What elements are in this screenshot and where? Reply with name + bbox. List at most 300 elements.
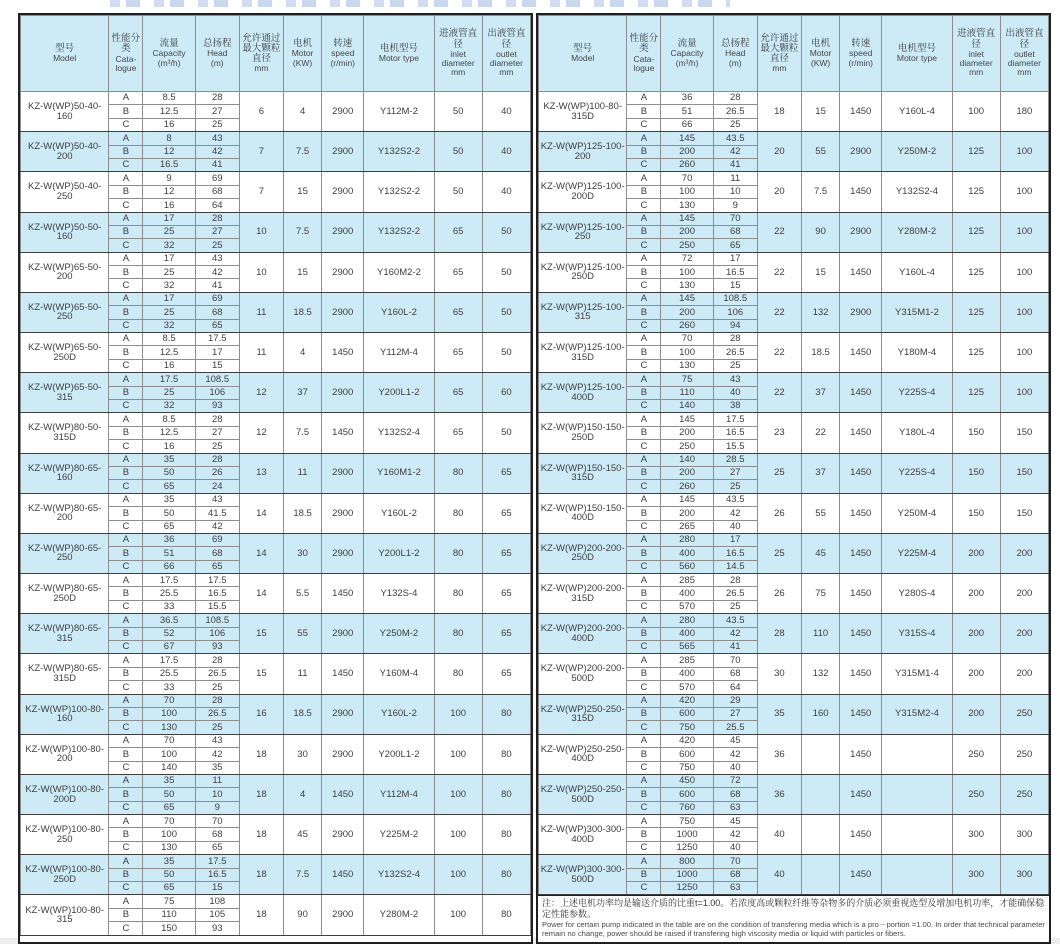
cell-speed: 2900: [322, 614, 364, 654]
cell-head: 9: [713, 199, 757, 212]
cell-capacity: 250: [661, 239, 713, 252]
cell-catalogue: C: [109, 199, 143, 212]
cell-inlet: 50: [434, 92, 482, 132]
cell-speed: 1450: [840, 734, 882, 774]
cell-outlet: 60: [482, 373, 530, 413]
cell-motor-type: Y160L-4: [882, 92, 952, 132]
cell-motor-type: Y132S-4: [364, 574, 434, 614]
footnote-chinese: 注：上述电机功率均是输送介质的比重t=1.00。若浓度高或颗粒纤维等杂物多的介质必须重视选型及增加电机功率，才能确保稳定性能参数。: [542, 898, 1045, 920]
cell-motor-type: Y200L1-2: [364, 734, 434, 774]
cell-particle: 25: [757, 453, 801, 493]
cell-speed: 2900: [322, 172, 364, 212]
cell-catalogue: B: [627, 627, 661, 640]
cell-inlet: 250: [952, 774, 1000, 814]
cell-catalogue: B: [627, 788, 661, 801]
cell-capacity: 25: [143, 386, 195, 399]
cell-model: KZ-W(WP)50-40-200: [21, 132, 109, 172]
cell-motor-power: 18.5: [802, 333, 840, 373]
cell-motor-power: 18.5: [284, 694, 322, 734]
cell-speed: 2900: [322, 92, 364, 132]
cell-capacity: 8.5: [143, 413, 195, 426]
col-header-outlet: 出液管直径 outlet diameter mm: [1000, 16, 1048, 92]
cell-motor-power: 7.5: [284, 413, 322, 453]
cell-catalogue: B: [627, 145, 661, 158]
cell-speed: 1450: [840, 92, 882, 132]
cell-head: 26.5: [713, 105, 757, 118]
cell-motor-power: 45: [284, 815, 322, 855]
cell-motor-type: Y315M1-4: [882, 654, 952, 694]
cell-model: KZ-W(WP)80-50-315D: [21, 413, 109, 453]
cell-head: 68: [713, 225, 757, 238]
cell-motor-power: 30: [284, 533, 322, 573]
cell-model: KZ-W(WP)50-40-250: [21, 172, 109, 212]
cell-outlet: 250: [1000, 774, 1048, 814]
cell-motor-type: Y132S2-2: [364, 172, 434, 212]
cell-outlet: 100: [1000, 212, 1048, 252]
cell-outlet: 40: [482, 132, 530, 172]
cell-motor-type: Y180M-4: [882, 333, 952, 373]
cell-model: KZ-W(WP)150-150-400D: [539, 493, 627, 533]
cell-capacity: 25: [143, 306, 195, 319]
cell-catalogue: C: [627, 118, 661, 131]
cell-catalogue: C: [109, 440, 143, 453]
cell-head: 14.5: [713, 560, 757, 573]
cell-catalogue: B: [109, 185, 143, 198]
cell-inlet: 65: [434, 252, 482, 292]
cell-model: KZ-W(WP)100-80-250D: [21, 855, 109, 895]
cell-catalogue: C: [109, 239, 143, 252]
cell-head: 70: [713, 212, 757, 225]
cell-capacity: 17.5: [143, 574, 195, 587]
cell-head: 70: [195, 815, 239, 828]
cell-catalogue: A: [109, 373, 143, 386]
cell-capacity: 100: [143, 748, 195, 761]
cell-head: 108.5: [195, 614, 239, 627]
cell-capacity: 400: [661, 587, 713, 600]
cell-speed: 2900: [322, 292, 364, 332]
cell-motor-type: Y132S2-2: [364, 212, 434, 252]
cell-head: 27: [713, 707, 757, 720]
cell-capacity: 50: [143, 868, 195, 881]
cell-motor-power: 110: [802, 614, 840, 654]
cropped-title-remnant: [110, 0, 730, 7]
cell-head: 65: [195, 841, 239, 854]
cell-motor-type: [882, 855, 952, 895]
cell-model: KZ-W(WP)100-80-200: [21, 734, 109, 774]
cell-model: KZ-W(WP)125-100-250D: [539, 252, 627, 292]
cell-particle: 11: [239, 292, 283, 332]
cell-capacity: 8: [143, 132, 195, 145]
cell-outlet: 65: [482, 493, 530, 533]
cell-capacity: 16: [143, 359, 195, 372]
cell-catalogue: A: [109, 815, 143, 828]
cell-catalogue: A: [109, 654, 143, 667]
cell-model: KZ-W(WP)250-250-315D: [539, 694, 627, 734]
cell-inlet: 50: [434, 132, 482, 172]
cell-head: 42: [713, 145, 757, 158]
cell-motor-type: Y250M-4: [882, 493, 952, 533]
cell-head: 17.5: [713, 413, 757, 426]
cell-speed: 1450: [840, 574, 882, 614]
cell-head: 24: [195, 480, 239, 493]
cell-model: KZ-W(WP)100-80-250: [21, 815, 109, 855]
cell-capacity: 400: [661, 667, 713, 680]
cell-motor-type: Y225S-4: [882, 453, 952, 493]
cell-catalogue: A: [109, 453, 143, 466]
cell-motor-power: 18.5: [284, 493, 322, 533]
cell-head: 26.5: [713, 587, 757, 600]
cell-motor-type: Y112M-4: [364, 333, 434, 373]
cell-motor-type: Y112M-2: [364, 92, 434, 132]
cell-particle: 7: [239, 172, 283, 212]
cell-capacity: 33: [143, 681, 195, 694]
cell-model: KZ-W(WP)125-100-315: [539, 292, 627, 332]
cell-head: 69: [195, 172, 239, 185]
cell-head: 17: [195, 346, 239, 359]
cell-head: 25: [195, 681, 239, 694]
cell-outlet: 50: [482, 413, 530, 453]
cell-head: 68: [713, 868, 757, 881]
cell-motor-type: Y160L-2: [364, 694, 434, 734]
cell-capacity: 36: [661, 92, 713, 105]
cell-particle: 30: [757, 654, 801, 694]
cell-model: KZ-W(WP)65-50-250D: [21, 333, 109, 373]
cell-head: 108.5: [713, 292, 757, 305]
cell-inlet: 250: [952, 734, 1000, 774]
cell-model: KZ-W(WP)80-65-315: [21, 614, 109, 654]
cell-motor-power: 37: [802, 453, 840, 493]
cell-motor-power: 55: [802, 132, 840, 172]
cell-motor-type: [882, 815, 952, 855]
col-header-head: 总扬程 Head (m): [195, 16, 239, 92]
cell-capacity: 66: [143, 560, 195, 573]
cell-capacity: 750: [661, 815, 713, 828]
cell-catalogue: A: [627, 252, 661, 265]
cell-model: KZ-W(WP)200-200-250D: [539, 533, 627, 573]
cell-capacity: 260: [661, 319, 713, 332]
cell-model: KZ-W(WP)250-250-400D: [539, 734, 627, 774]
cell-catalogue: A: [109, 292, 143, 305]
cell-capacity: 280: [661, 533, 713, 546]
cell-capacity: 750: [661, 721, 713, 734]
cell-catalogue: C: [627, 359, 661, 372]
cell-capacity: 250: [661, 440, 713, 453]
cell-head: 25: [713, 480, 757, 493]
cell-capacity: 140: [143, 761, 195, 774]
cell-catalogue: C: [627, 600, 661, 613]
cell-motor-power: 15: [802, 92, 840, 132]
cell-capacity: 100: [661, 346, 713, 359]
cell-catalogue: A: [109, 533, 143, 546]
cell-head: 27: [195, 225, 239, 238]
cell-capacity: 35: [143, 453, 195, 466]
cell-head: 27: [195, 426, 239, 439]
cell-capacity: 200: [661, 507, 713, 520]
cell-motor-type: Y160M-4: [364, 654, 434, 694]
cell-speed: 1450: [840, 774, 882, 814]
cell-head: 43: [195, 132, 239, 145]
cell-catalogue: A: [109, 734, 143, 747]
cell-speed: 1450: [840, 654, 882, 694]
cell-motor-type: Y132S2-4: [364, 413, 434, 453]
cell-catalogue: B: [627, 225, 661, 238]
cell-capacity: 420: [661, 694, 713, 707]
cell-head: 106: [195, 386, 239, 399]
cell-capacity: 1250: [661, 841, 713, 854]
cell-inlet: 100: [434, 815, 482, 855]
cell-outlet: 80: [482, 815, 530, 855]
cell-head: 42: [195, 266, 239, 279]
cell-head: 27: [195, 105, 239, 118]
cell-motor-type: Y315M2-4: [882, 694, 952, 734]
cell-capacity: 70: [143, 734, 195, 747]
cell-capacity: 1000: [661, 828, 713, 841]
cell-motor-type: Y280M-2: [364, 895, 434, 935]
cell-speed: 2900: [840, 292, 882, 332]
cell-head: 25: [713, 600, 757, 613]
cell-head: 42: [713, 828, 757, 841]
cell-speed: 2900: [322, 132, 364, 172]
cell-speed: 2900: [322, 895, 364, 935]
cell-capacity: 70: [661, 333, 713, 346]
cell-speed: 1450: [840, 172, 882, 212]
cell-head: 105: [195, 908, 239, 921]
cell-head: 42: [713, 627, 757, 640]
cell-catalogue: B: [109, 748, 143, 761]
cell-capacity: 130: [661, 359, 713, 372]
cell-catalogue: A: [109, 172, 143, 185]
cell-capacity: 8.5: [143, 333, 195, 346]
cell-capacity: 145: [661, 212, 713, 225]
cell-speed: 2900: [322, 493, 364, 533]
cell-capacity: 400: [661, 547, 713, 560]
cell-motor-type: Y280M-2: [882, 212, 952, 252]
cell-speed: 1450: [322, 413, 364, 453]
cell-capacity: 600: [661, 748, 713, 761]
cell-capacity: 130: [143, 841, 195, 854]
cell-head: 65: [195, 560, 239, 573]
cell-head: 68: [195, 547, 239, 560]
cell-motor-power: 132: [802, 654, 840, 694]
cell-catalogue: B: [627, 587, 661, 600]
cell-catalogue: C: [627, 480, 661, 493]
cell-head: 42: [195, 520, 239, 533]
cell-catalogue: B: [109, 507, 143, 520]
cell-catalogue: C: [109, 841, 143, 854]
cell-capacity: 130: [661, 199, 713, 212]
cell-motor-type: Y132S2-2: [364, 132, 434, 172]
cell-outlet: 100: [1000, 172, 1048, 212]
cell-head: 94: [713, 319, 757, 332]
cell-head: 38: [713, 399, 757, 412]
cell-motor-power: 15: [284, 172, 322, 212]
cell-head: 17: [713, 533, 757, 546]
cell-outlet: 65: [482, 574, 530, 614]
cell-capacity: 25.5: [143, 587, 195, 600]
cell-head: 28.5: [713, 453, 757, 466]
cell-head: 41: [713, 158, 757, 171]
cell-catalogue: C: [109, 641, 143, 654]
cell-catalogue: C: [627, 801, 661, 814]
cell-motor-power: 7.5: [802, 172, 840, 212]
cell-catalogue: A: [627, 212, 661, 225]
cell-capacity: 75: [661, 373, 713, 386]
cell-inlet: 150: [952, 493, 1000, 533]
cell-head: 16.5: [195, 587, 239, 600]
cell-capacity: 35: [143, 774, 195, 787]
cell-model: KZ-W(WP)50-40-160: [21, 92, 109, 132]
cell-motor-type: Y250M-2: [882, 132, 952, 172]
cell-head: 108: [195, 895, 239, 908]
cell-catalogue: A: [627, 172, 661, 185]
cell-outlet: 200: [1000, 654, 1048, 694]
cell-catalogue: A: [109, 574, 143, 587]
cell-motor-power: 11: [284, 453, 322, 493]
cell-head: 68: [195, 185, 239, 198]
cell-capacity: 33: [143, 600, 195, 613]
cell-motor-power: 37: [284, 373, 322, 413]
cell-head: 106: [195, 627, 239, 640]
cell-catalogue: A: [109, 614, 143, 627]
cell-capacity: 72: [661, 252, 713, 265]
cell-head: 40: [713, 520, 757, 533]
cell-capacity: 560: [661, 560, 713, 573]
cell-catalogue: A: [109, 694, 143, 707]
cell-head: 63: [713, 882, 757, 895]
cell-capacity: 70: [661, 172, 713, 185]
cell-catalogue: C: [627, 560, 661, 573]
pump-spec-table-left: [20, 15, 531, 936]
cell-head: 11: [195, 774, 239, 787]
cell-catalogue: B: [627, 547, 661, 560]
cell-catalogue: B: [627, 185, 661, 198]
cell-capacity: 32: [143, 239, 195, 252]
cell-capacity: 25: [143, 266, 195, 279]
cell-capacity: 760: [661, 801, 713, 814]
cell-head: 28: [195, 694, 239, 707]
cell-capacity: 100: [143, 828, 195, 841]
cell-particle: 10: [239, 252, 283, 292]
cell-head: 29: [713, 694, 757, 707]
cell-motor-power: 132: [802, 292, 840, 332]
cell-capacity: 50: [143, 466, 195, 479]
cell-catalogue: B: [109, 145, 143, 158]
cell-catalogue: B: [627, 426, 661, 439]
cell-catalogue: A: [109, 895, 143, 908]
cell-inlet: 50: [434, 172, 482, 212]
cell-speed: 2900: [322, 734, 364, 774]
cell-head: 40: [713, 841, 757, 854]
cell-head: 43: [195, 493, 239, 506]
cell-catalogue: B: [109, 667, 143, 680]
cell-capacity: 9: [143, 172, 195, 185]
cell-catalogue: A: [627, 574, 661, 587]
cell-head: 15: [195, 359, 239, 372]
pump-spec-table-right: [538, 15, 1049, 895]
cell-head: 42: [195, 748, 239, 761]
cell-motor-power: [802, 774, 840, 814]
cell-catalogue: B: [109, 346, 143, 359]
footnote-english: Power for certain pump indicated in the table are on the condition of transfering media which is a pro－portion =1.00. In order that technical parameter remain no change, power should be raised if transfering high viscosity media or liquid with particles or fibers.: [542, 920, 1045, 938]
cell-particle: 13: [239, 453, 283, 493]
cell-particle: 18: [239, 895, 283, 935]
cell-motor-type: Y112M-4: [364, 774, 434, 814]
cell-motor-type: Y250M-2: [364, 614, 434, 654]
cell-catalogue: C: [627, 641, 661, 654]
cell-inlet: 200: [952, 694, 1000, 734]
cell-speed: 1450: [840, 413, 882, 453]
cell-model: KZ-W(WP)65-50-200: [21, 252, 109, 292]
cell-head: 40: [713, 386, 757, 399]
cell-head: 17: [713, 252, 757, 265]
cell-capacity: 280: [661, 614, 713, 627]
cell-model: KZ-W(WP)150-150-250D: [539, 413, 627, 453]
cell-capacity: 450: [661, 774, 713, 787]
col-header-motor: 电机 Motor (KW): [284, 16, 322, 92]
cell-catalogue: C: [109, 761, 143, 774]
cell-catalogue: B: [627, 748, 661, 761]
cell-catalogue: B: [627, 828, 661, 841]
cell-head: 45: [713, 734, 757, 747]
cell-head: 28: [195, 92, 239, 105]
cell-catalogue: C: [627, 520, 661, 533]
cell-speed: 1450: [840, 373, 882, 413]
cell-capacity: 50: [143, 788, 195, 801]
cell-capacity: 16.5: [143, 158, 195, 171]
cell-catalogue: B: [627, 667, 661, 680]
cell-motor-type: Y200L1-2: [364, 373, 434, 413]
cell-inlet: 100: [434, 855, 482, 895]
cell-outlet: 65: [482, 533, 530, 573]
cell-speed: 1450: [840, 252, 882, 292]
cell-speed: 1450: [840, 614, 882, 654]
col-header-outlet: 出液管直径 outlet diameter mm: [482, 16, 530, 92]
cell-capacity: 200: [661, 426, 713, 439]
cell-head: 26.5: [195, 667, 239, 680]
cell-catalogue: A: [627, 373, 661, 386]
cell-capacity: 100: [143, 707, 195, 720]
cell-capacity: 800: [661, 855, 713, 868]
cell-outlet: 200: [1000, 533, 1048, 573]
cell-catalogue: A: [627, 292, 661, 305]
cell-head: 41: [195, 158, 239, 171]
cell-capacity: 35: [143, 855, 195, 868]
col-header-motor-type: 电机型号 Motor type: [882, 16, 952, 92]
cell-motor-type: Y160L-2: [364, 493, 434, 533]
cell-head: 70: [713, 855, 757, 868]
col-header-inlet: 进液管直径 inlet diameter mm: [434, 16, 482, 92]
cell-motor-type: Y280S-4: [882, 574, 952, 614]
cell-head: 43: [195, 734, 239, 747]
cell-catalogue: A: [627, 855, 661, 868]
cell-outlet: 65: [482, 654, 530, 694]
cell-catalogue: A: [627, 774, 661, 787]
cell-catalogue: B: [627, 386, 661, 399]
cell-speed: 2900: [322, 453, 364, 493]
cell-outlet: 40: [482, 172, 530, 212]
cell-capacity: 145: [661, 493, 713, 506]
cell-catalogue: C: [109, 118, 143, 131]
cell-head: 25.5: [713, 721, 757, 734]
cell-capacity: 16: [143, 199, 195, 212]
cell-head: 41: [713, 641, 757, 654]
cell-catalogue: C: [109, 359, 143, 372]
cell-capacity: 200: [661, 466, 713, 479]
cell-head: 28: [713, 333, 757, 346]
cell-model: KZ-W(WP)80-65-160: [21, 453, 109, 493]
cell-head: 43: [195, 252, 239, 265]
cell-head: 17.5: [195, 333, 239, 346]
